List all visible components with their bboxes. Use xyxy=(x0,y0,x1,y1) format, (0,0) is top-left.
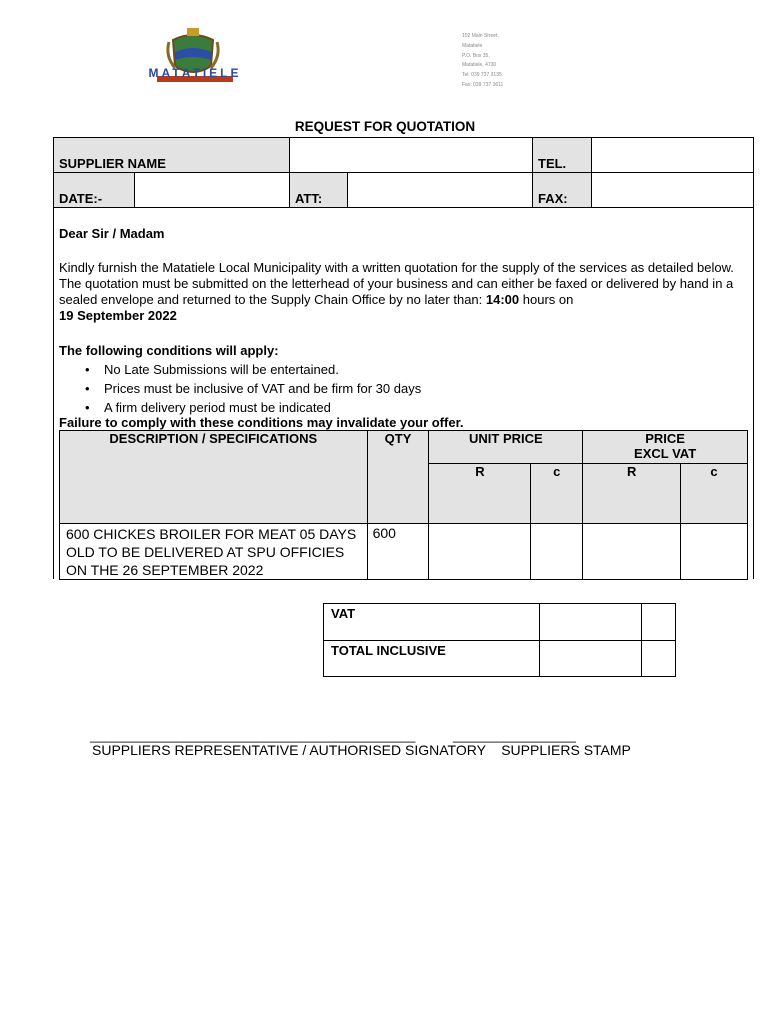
deadline-date: 19 September 2022 xyxy=(59,308,177,323)
qty-header-text: QTY xyxy=(384,431,412,446)
supplier-name-label: SUPPLIER NAME xyxy=(54,138,289,172)
price-header-line2: EXCL VAT xyxy=(634,446,697,461)
address-line: Tel: 039 737 3135 xyxy=(462,72,502,79)
condition-item: • Prices must be inclusive of VAT and be firm for 30 days xyxy=(59,379,659,398)
price-excl-vat-header xyxy=(583,431,748,464)
date-row xyxy=(54,173,753,208)
att-field[interactable] xyxy=(347,173,532,207)
letter-paragraph xyxy=(59,260,749,324)
description-header-text: DESCRIPTION / SPECIFICATIONS xyxy=(109,431,318,446)
vat-label: VAT xyxy=(324,604,540,641)
supplier-name-field[interactable] xyxy=(289,138,532,172)
unit-price-header-text: UNIT PRICE xyxy=(469,431,543,446)
fax-label: FAX: xyxy=(532,173,591,207)
signatory-line: _____________________________________________ xyxy=(90,728,416,743)
supplier-row xyxy=(54,138,753,173)
address-line: P.O. Box 35, xyxy=(462,52,490,59)
total-inclusive-label: TOTAL INCLUSIVE xyxy=(324,641,540,677)
price-cents-header xyxy=(681,464,748,524)
cents-label: c xyxy=(710,464,718,479)
description-header xyxy=(60,431,368,524)
rand-label: R xyxy=(626,464,637,479)
item-price-cents[interactable] xyxy=(681,524,748,580)
deadline-time: 14:00 xyxy=(485,292,520,307)
rand-label: R xyxy=(475,464,485,479)
totals-table xyxy=(323,603,676,677)
hours-on-text: hours on xyxy=(519,292,574,307)
date-field[interactable] xyxy=(134,173,289,207)
att-label: ATT: xyxy=(289,173,347,207)
signature-label-text: SUPPLIERS REPRESENTATIVE / AUTHORISED SIGNATORY SUPPLIERS STAMP xyxy=(92,742,631,758)
total-rand-field[interactable] xyxy=(540,641,642,677)
unit-price-rand-header xyxy=(429,464,531,524)
signature-label xyxy=(92,742,631,758)
address-line: Fax: 039 737 3611 xyxy=(462,81,504,88)
price-header-line1: PRICE xyxy=(645,431,685,446)
fax-field[interactable] xyxy=(591,173,753,207)
failure-note: Failure to comply with these conditions may invalidate your offer. xyxy=(59,415,464,430)
tel-field[interactable] xyxy=(591,138,753,172)
paragraph-text: Kindly furnish the Matatiele Local Municipality with a written quotation for the supply of the services as detailed below. The quotation must be submitted on the letterhead of your business and can either be faxed or delivered by hand in a sealed envelope and returned to the Supply Chain Office by no later than: xyxy=(59,260,734,307)
items-table xyxy=(59,430,748,580)
address-line: 102 Main Street, xyxy=(462,33,499,39)
item-unit-price-rand[interactable] xyxy=(429,524,531,580)
conditions-heading: The following conditions will apply: xyxy=(59,343,279,358)
letterhead-address xyxy=(462,32,503,91)
condition-item: • A firm delivery period must be indicated xyxy=(59,398,659,417)
cents-label: c xyxy=(553,464,561,479)
table-row xyxy=(60,524,748,580)
item-unit-price-cents[interactable] xyxy=(531,524,583,580)
item-qty: 600 xyxy=(367,524,429,580)
date-label: DATE:- xyxy=(54,173,134,207)
address-line: Matatiele xyxy=(462,42,483,49)
item-description: 600 CHICKES BROILER FOR MEAT 05 DAYS OLD TO BE DELIVERED AT SPU OFFICIES ON THE 26 SEPTEMBER 2022 xyxy=(60,524,368,580)
vat-cents-field[interactable] xyxy=(642,604,676,641)
total-cents-field[interactable] xyxy=(642,641,676,677)
tel-label: TEL. xyxy=(532,138,591,172)
conditions-list xyxy=(59,360,659,417)
unit-price-cents-header xyxy=(531,464,583,524)
condition-item: • No Late Submissions will be entertained. xyxy=(59,360,659,379)
vat-rand-field[interactable] xyxy=(540,604,642,641)
price-rand-header xyxy=(583,464,681,524)
stamp-line: _________________ xyxy=(453,728,576,743)
document-title: REQUEST FOR QUOTATION xyxy=(294,119,476,134)
salutation: Dear Sir / Madam xyxy=(59,226,165,241)
address-line: Matatiele, 4730 xyxy=(462,62,497,69)
qty-header xyxy=(367,431,429,524)
municipality-name-logo: MATATIELE xyxy=(148,66,242,80)
item-price-rand[interactable] xyxy=(583,524,681,580)
unit-price-header xyxy=(429,431,583,464)
